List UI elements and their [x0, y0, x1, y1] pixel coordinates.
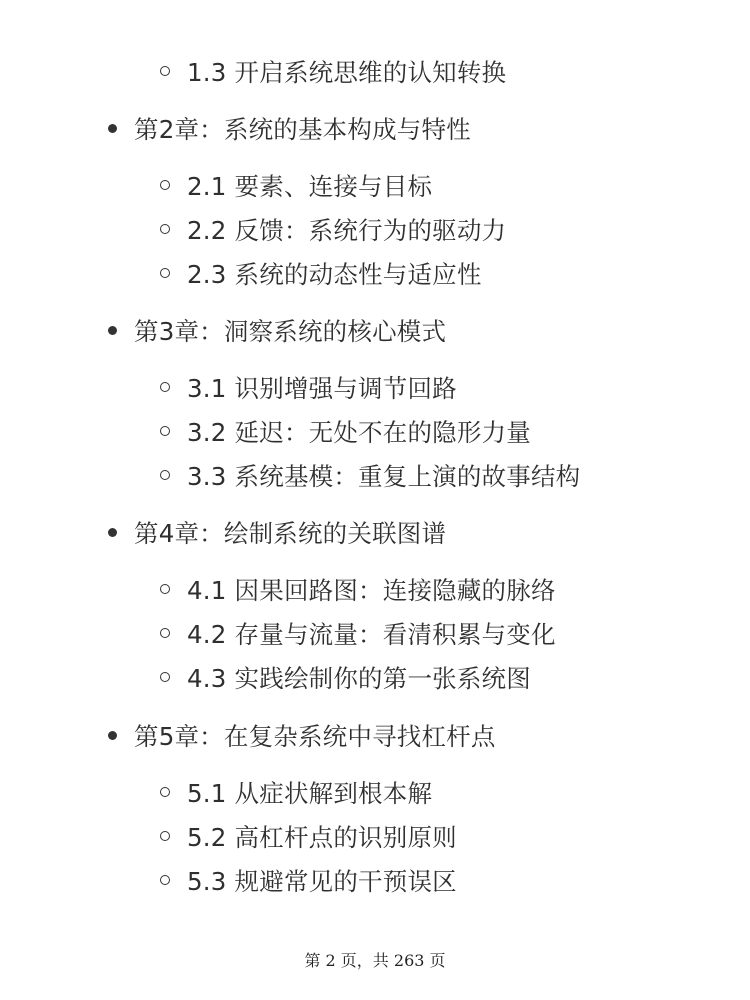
page-footer-number: 第 2 页，共 263 页: [304, 951, 446, 970]
toc-chapter-label: 第5章：在复杂系统中寻找杠杆点: [134, 721, 496, 751]
toc-section-label: 3.1 识别增强与调节回路: [187, 373, 457, 403]
circle-bullet-icon: [160, 268, 170, 278]
toc-section-label: 4.2 存量与流量：看清积累与变化: [187, 619, 556, 649]
disc-bullet-icon: [108, 326, 117, 335]
toc-section-2-1: [160, 165, 432, 205]
toc-section-label: 5.1 从症状解到根本解: [187, 778, 433, 808]
toc-section-label: 3.2 延迟：无处不在的隐形力量: [187, 417, 531, 447]
circle-bullet-icon: [160, 875, 170, 885]
toc-section-4-1: [160, 569, 556, 609]
toc-section-3-2: [160, 411, 531, 451]
toc-section-2-2: [160, 209, 506, 249]
toc-chapter-label: 第3章：洞察系统的核心模式: [134, 316, 447, 346]
toc-section-1-3: [160, 51, 506, 91]
toc-section-label: 2.1 要素、连接与目标: [187, 171, 433, 201]
disc-bullet-icon: [108, 731, 117, 740]
circle-bullet-icon: [160, 787, 170, 797]
toc-section-label: 4.1 因果回路图：连接隐藏的脉络: [187, 575, 556, 605]
toc-chapter-2: [108, 108, 471, 148]
toc-chapter-3: [108, 310, 446, 350]
disc-bullet-icon: [108, 124, 117, 133]
circle-bullet-icon: [160, 584, 170, 594]
circle-bullet-icon: [160, 426, 170, 436]
circle-bullet-icon: [160, 224, 170, 234]
toc-chapter-4: [108, 512, 446, 552]
circle-bullet-icon: [160, 180, 170, 190]
toc-chapter-label: 第4章：绘制系统的关联图谱: [134, 518, 447, 548]
toc-chapter-label: 第2章：系统的基本构成与特性: [134, 114, 471, 144]
toc-section-5-2: [160, 816, 457, 856]
toc-section-4-3: [160, 657, 531, 697]
toc-chapter-5: [108, 715, 496, 755]
toc-section-label: 2.3 系统的动态性与适应性: [187, 259, 482, 289]
toc-section-label: 2.2 反馈：系统行为的驱动力: [187, 215, 507, 245]
toc-section-5-3: [160, 860, 457, 900]
circle-bullet-icon: [160, 672, 170, 682]
toc-section-label: 4.3 实践绘制你的第一张系统图: [187, 663, 531, 693]
disc-bullet-icon: [108, 528, 117, 537]
circle-bullet-icon: [160, 66, 170, 76]
circle-bullet-icon: [160, 470, 170, 480]
toc-section-5-1: [160, 772, 432, 812]
circle-bullet-icon: [160, 382, 170, 392]
toc-section-4-2: [160, 613, 556, 653]
toc-section-label: 5.2 高杠杆点的识别原则: [187, 822, 457, 852]
toc-section-label: 5.3 规避常见的干预误区: [187, 866, 457, 896]
toc-section-label: 3.3 系统基模：重复上演的故事结构: [187, 461, 581, 491]
circle-bullet-icon: [160, 628, 170, 638]
toc-section-3-1: [160, 367, 457, 407]
toc-section-label: 1.3 开启系统思维的认知转换: [187, 57, 507, 87]
circle-bullet-icon: [160, 831, 170, 841]
toc-section-3-3: [160, 455, 580, 495]
toc-section-2-3: [160, 253, 482, 293]
